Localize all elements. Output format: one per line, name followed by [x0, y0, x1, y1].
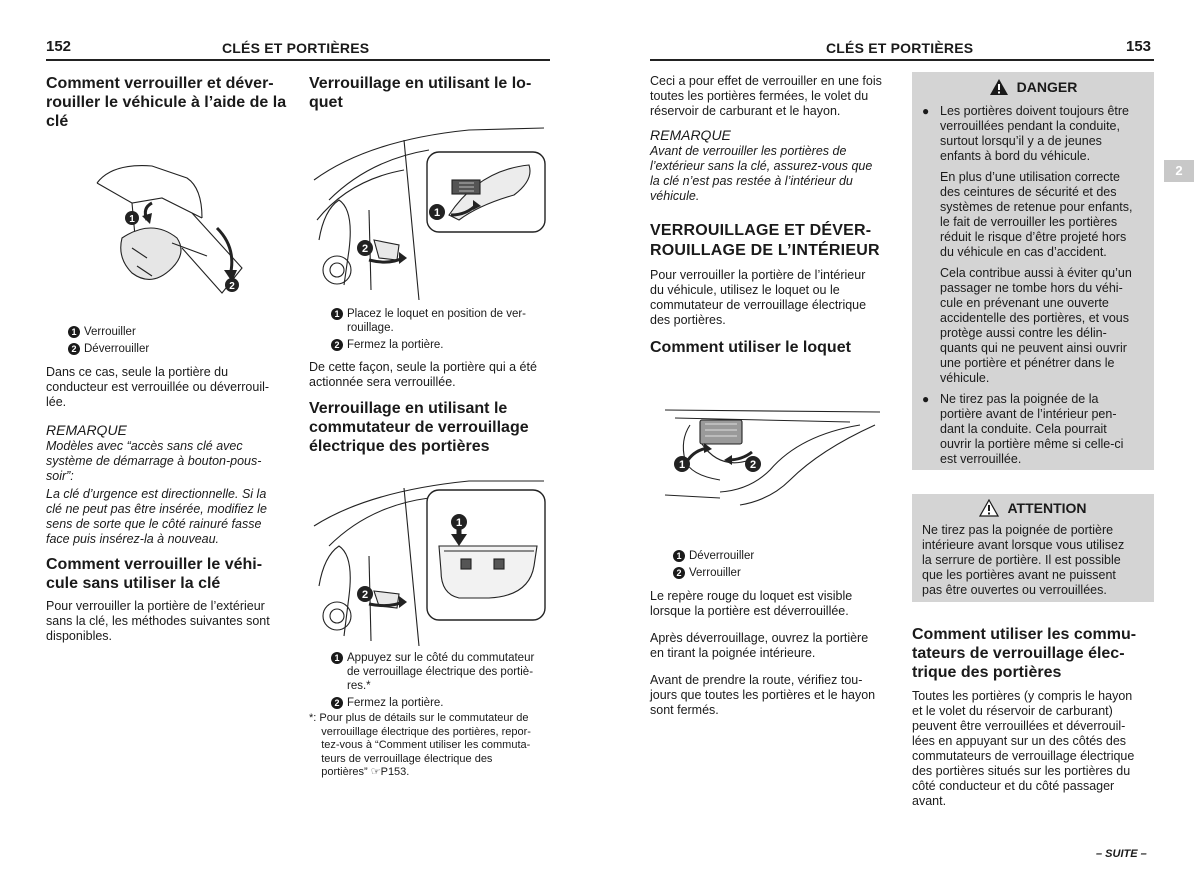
- callout-2: 2: [361, 243, 369, 255]
- left-col1: [46, 74, 292, 131]
- caption-num: 1: [331, 652, 343, 664]
- warning-triangle-icon: [989, 78, 1009, 96]
- caption-text: Déverrouiller: [84, 343, 150, 355]
- attention-text: Ne tirez pas la poignée de portière intérieure avant lorsque vous utilisez la serrure de portière. Il est possible que les portières avant ne puissent pas être ouvertes ou verrouillées.: [922, 523, 1125, 597]
- callout-2: 2: [229, 281, 235, 292]
- right-col1-body: [650, 589, 896, 718]
- figure-power-lock-switch: [309, 476, 549, 646]
- caption-num: 2: [673, 567, 685, 579]
- left-col1-body: [46, 365, 292, 644]
- paragraph: Toutes les portières (y compris le hayon et le volet du réservoir de carburant) peuvent être verrouillées et déverrouil- lées en appuyant sur un des côtés des commutateurs de verrouillage électrique des portières situés sur les portières du côté conducteur et du côté passager avant.: [912, 689, 1135, 808]
- heading-use-switches: Comment utiliser les commu- tateurs de verrouillage élec- trique des portières: [912, 626, 1137, 681]
- page-number-left: 152: [46, 38, 72, 55]
- captions-key: [68, 325, 288, 356]
- callout-2: 2: [749, 459, 757, 471]
- paragraph: Dans ce cas, seule la portière du conducteur est verrouillée ou déverrouil- lée.: [46, 365, 270, 409]
- door-latch-illustration: [309, 120, 549, 300]
- bullet-dot: ●: [922, 392, 930, 406]
- figure-interior-latch: [660, 400, 885, 510]
- caption-text: Déverrouiller: [689, 550, 755, 562]
- paragraph: En plus d’une utilisation correcte des ceintures de sécurité et des systèmes de retenue pour enfants, le fait de verrouiller les portières réduit le risque d’être projeté hors du véhicule en cas d’accident.: [940, 170, 1133, 259]
- section-heading: VERROUILLAGE ET DÉVER- ROUILLAGE DE L’INTÉRIEUR: [650, 222, 880, 259]
- callout-1: 1: [129, 214, 135, 225]
- caption-num: 1: [673, 550, 685, 562]
- caption-item: [68, 342, 288, 356]
- paragraph: Après déverrouillage, ouvrez la portière en tirant la poignée intérieure.: [650, 631, 869, 660]
- figure-key-in-lock: [92, 158, 252, 298]
- caption-text: Verrouiller: [84, 326, 136, 338]
- continued-marker: – SUITE –: [1096, 848, 1147, 860]
- header-rule-left: [46, 59, 550, 61]
- caption-item: [331, 338, 546, 352]
- remarque-text: Modèles avec “accès sans clé avec système de démarrage à bouton-pous- soir”:: [46, 439, 262, 483]
- running-head-left: CLÉS ET PORTIÈRES: [222, 40, 370, 56]
- danger-bullet: [922, 104, 1144, 386]
- captions-switch: [331, 651, 546, 710]
- power-lock-switch-illustration: [309, 476, 549, 646]
- header-rule-right: [650, 59, 1154, 61]
- callout-2: 2: [361, 589, 369, 601]
- caption-text: Verrouiller: [689, 567, 741, 579]
- paragraph: Pour verrouiller la portière de l’intérieur du véhicule, utilisez le loquet ou le commutateur de verrouillage électrique des portières.: [650, 268, 867, 327]
- key-lock-illustration: [92, 158, 252, 298]
- caption-text: Fermez la portière.: [347, 339, 444, 351]
- caption-item: [331, 307, 546, 335]
- paragraph: De cette façon, seule la portière qui a été actionnée sera verrouillée.: [309, 360, 537, 389]
- caption-num: 2: [331, 697, 343, 709]
- paragraph: Avant de prendre la route, vérifiez tou- jours que toutes les portières et le hayon sont fermés.: [650, 673, 876, 717]
- right-col1: [650, 74, 896, 357]
- section-tab: 2: [1164, 160, 1194, 182]
- remarque-title: REMARQUE: [650, 127, 731, 143]
- callout-1: 1: [678, 459, 686, 471]
- paragraph: Ne tirez pas la poignée de la portière avant de l’intérieur pen- dant la conduite. Cela pourrait ouvrir la portière même si celle-ci est verrouillée.: [940, 392, 1124, 466]
- danger-box: [912, 72, 1154, 470]
- left-col2-body: [309, 360, 553, 456]
- caption-num: 1: [331, 308, 343, 320]
- caption-num: 2: [68, 343, 80, 355]
- danger-bullet: [922, 392, 1144, 467]
- callout-1: 1: [455, 517, 463, 529]
- caption-num: 2: [331, 339, 343, 351]
- heading-lock-with-latch: Verrouillage en utilisant le lo- quet: [309, 75, 532, 111]
- heading-use-latch: Comment utiliser le loquet: [650, 339, 851, 356]
- danger-title: DANGER: [1016, 79, 1078, 95]
- caption-num: 1: [68, 326, 80, 338]
- remarque-title: REMARQUE: [46, 422, 127, 438]
- paragraph: Le repère rouge du loquet est visible lorsque la portière est déverrouillée.: [650, 589, 853, 618]
- paragraph: Les portières doivent toujours être verrouillées pendant la conduite, surtout lorsqu’il y a de jeunes enfants à bord du véhicule.: [940, 104, 1129, 163]
- running-head-right: CLÉS ET PORTIÈRES: [826, 40, 974, 56]
- caption-text: Placez le loquet en position de ver- rouillage.: [347, 308, 526, 334]
- attention-title: ATTENTION: [1007, 500, 1087, 516]
- callout-1: 1: [433, 207, 441, 219]
- heading-lock-without-key: Comment verrouiller le véhi- cule sans utiliser la clé: [46, 556, 263, 592]
- heading-lock-with-switch: Verrouillage en utilisant le commutateur de verrouillage électrique des portières: [309, 400, 529, 455]
- right-col2-body: [912, 625, 1158, 809]
- danger-content: [912, 96, 1154, 467]
- caption-text: Appuyez sur le côté du commutateur de verrouillage électrique des portiè- res.*: [347, 652, 535, 692]
- figure-door-latch: [309, 120, 549, 300]
- paragraph: Pour verrouiller la portière de l’extérieur sans la clé, les méthodes suivantes sont disponibles.: [46, 599, 270, 643]
- paragraph: Ceci a pour effet de verrouiller en une fois toutes les portières fermées, le volet du réservoir de carburant et le hayon.: [650, 74, 882, 118]
- danger-header: [912, 78, 1154, 96]
- caption-item: [331, 651, 546, 693]
- paragraph: Cela contribue aussi à éviter qu’un passager ne tombe hors du véhi- cule en prévenant une ouverte accidentelle des portières, et vous protège aussi contre les délin- quants qui ne peuvent ainsi ouvrir une portière et pénétrer dans le véhicule.: [940, 266, 1132, 385]
- caption-item: [673, 566, 873, 580]
- remarque-text: La clé d’urgence est directionnelle. Si la clé ne peut pas être insérée, modifiez le sens de sorte que le côté rainuré fasse face puis insérez-la à nouveau.: [46, 487, 267, 546]
- page-number-right: 153: [1126, 38, 1152, 55]
- caption-item: [673, 549, 873, 563]
- interior-latch-illustration: [660, 400, 885, 510]
- footnote: *: Pour plus de détails sur le commutateur de verrouillage électrique des portières, repor- tez-vous à “Comment utiliser les commuta- teurs de verrouillage électrique des portières” ☞P153.: [309, 712, 531, 778]
- attention-box: [912, 494, 1154, 602]
- captions-latch: [331, 307, 546, 352]
- attention-header: [912, 499, 1154, 517]
- left-col2: [309, 74, 551, 112]
- captions-interior-latch: [673, 549, 873, 580]
- caution-triangle-icon: [979, 499, 999, 517]
- caption-item: [68, 325, 288, 339]
- remarque-text: Avant de verrouiller les portières de l’extérieur sans la clé, assurez-vous que la clé n’est pas restée à l’intérieur du véhicule.: [650, 144, 873, 203]
- caption-text: Fermez la portière.: [347, 697, 444, 709]
- bullet-dot: ●: [922, 104, 930, 118]
- caption-item: [331, 696, 546, 710]
- heading-lock-with-key: Comment verrouiller et déver- rouiller le véhicule à l’aide de la clé: [46, 75, 287, 130]
